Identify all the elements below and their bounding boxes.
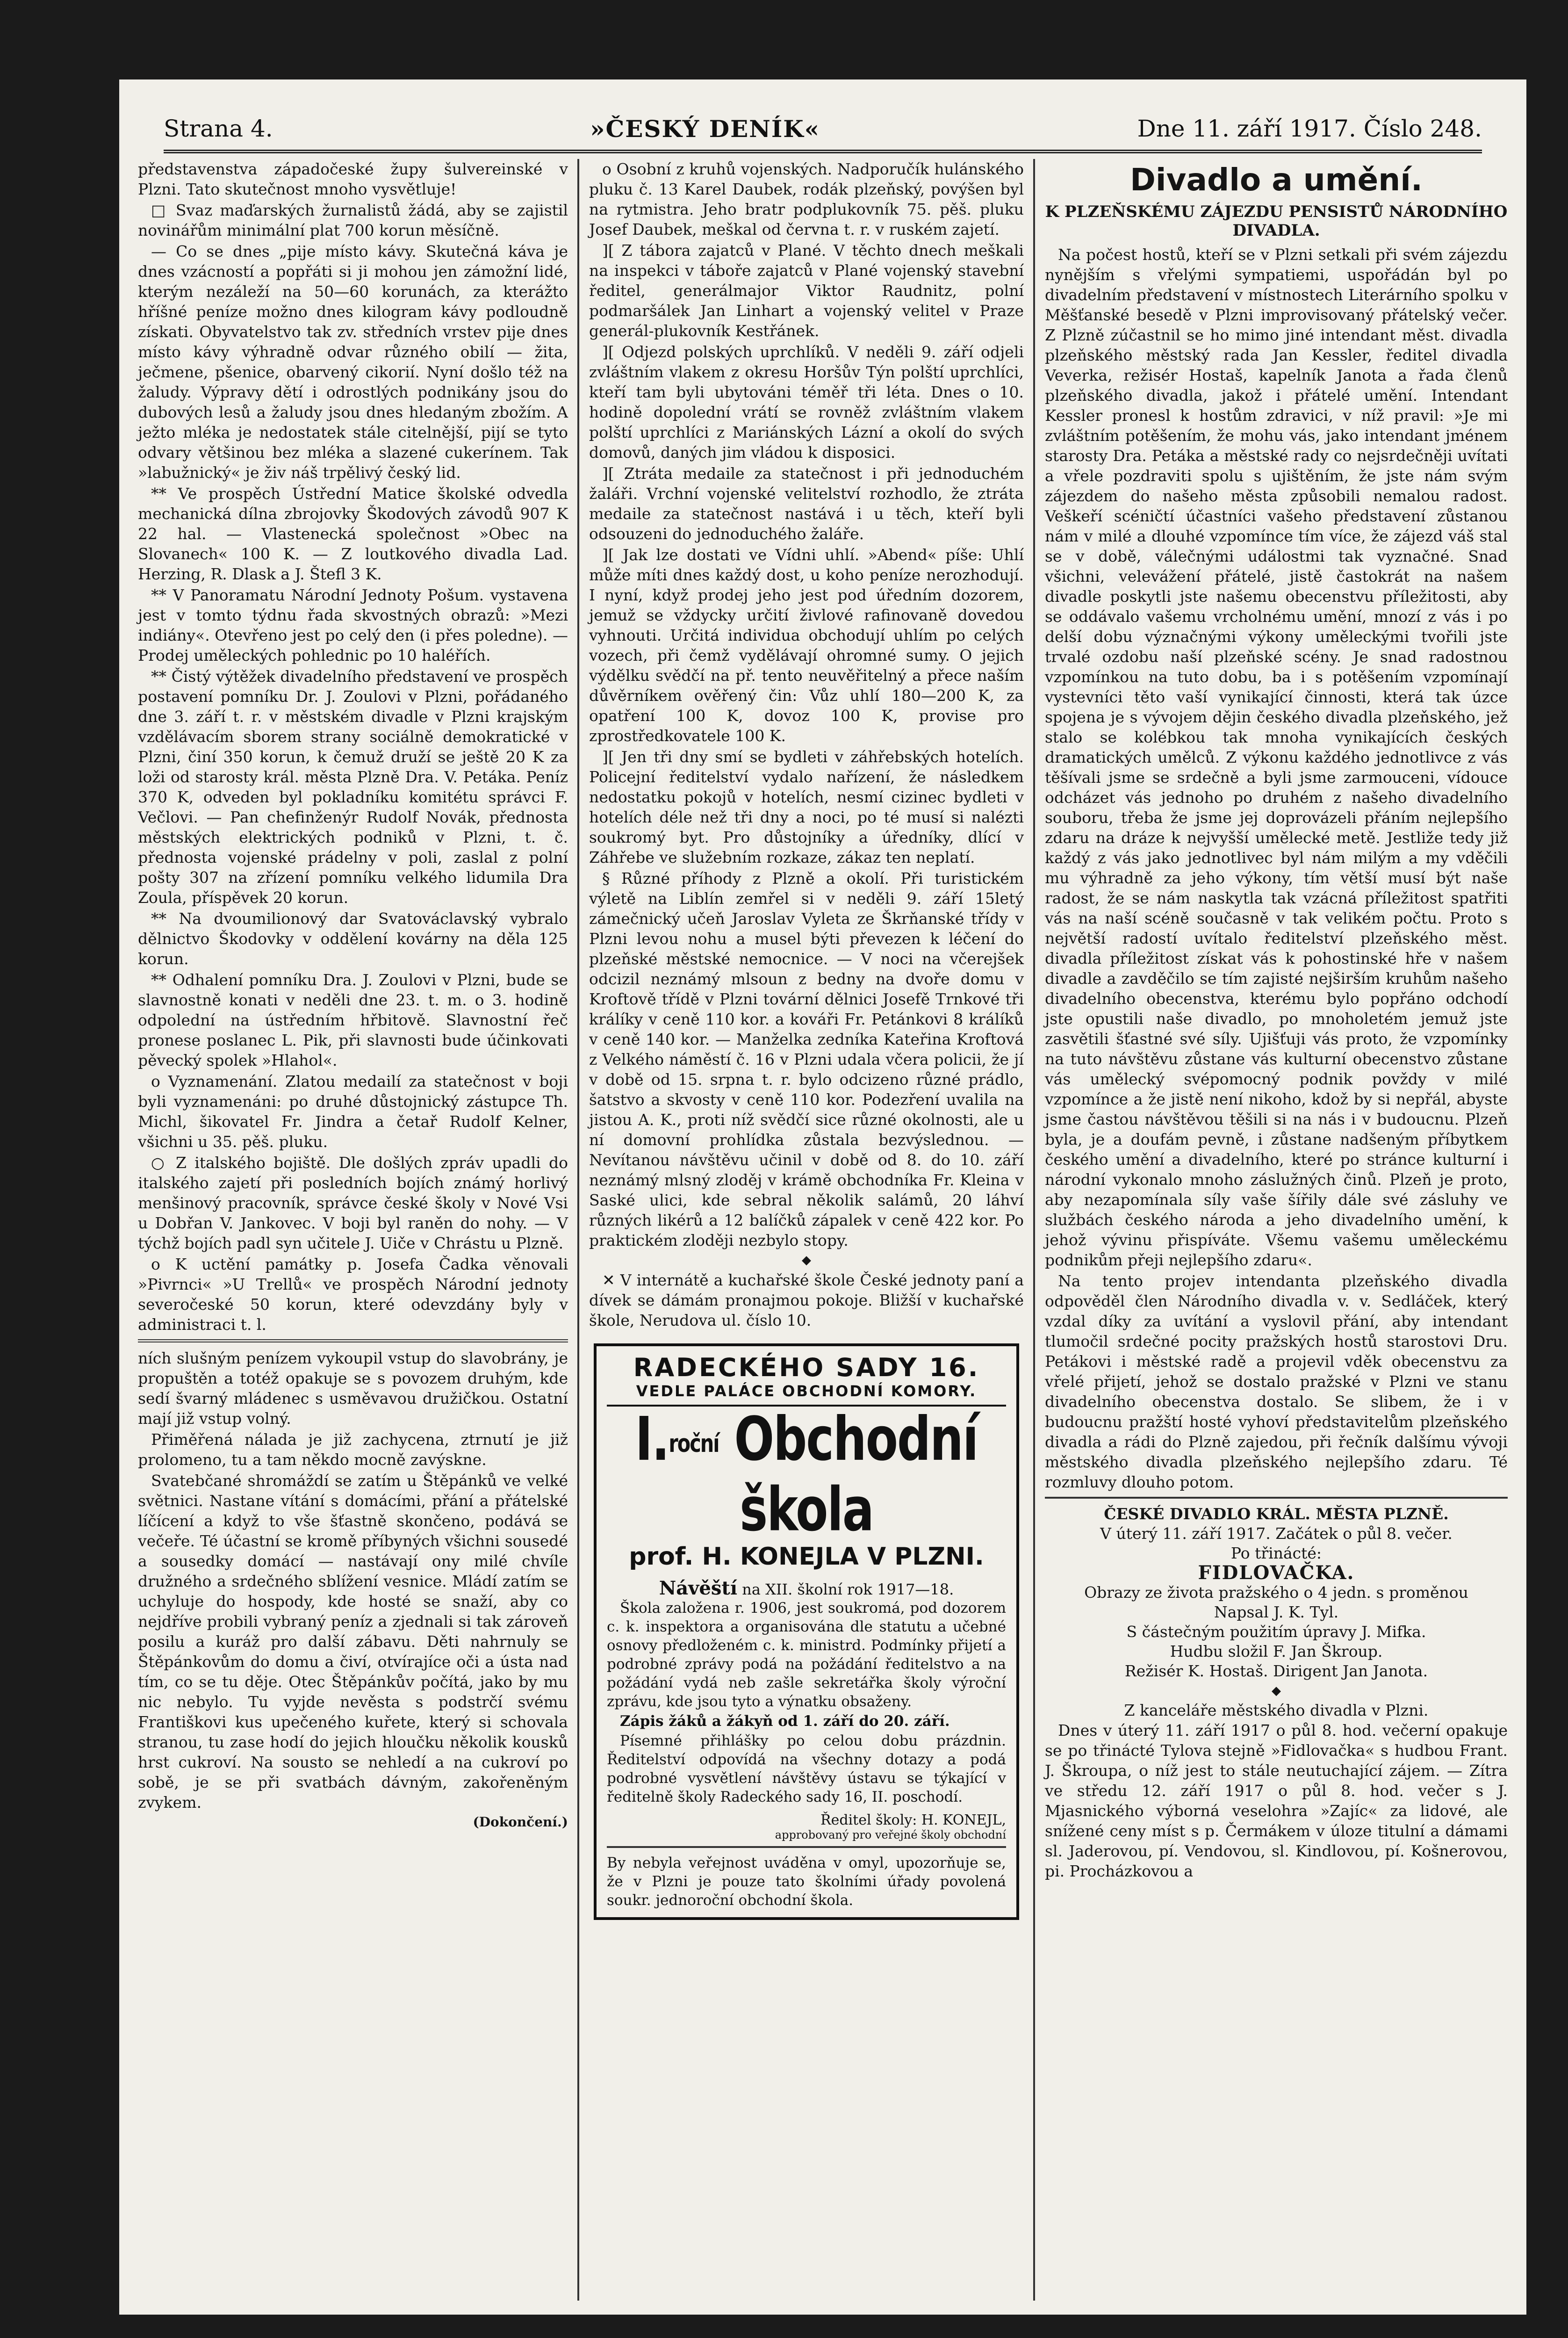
article-paragraph: o K uctění památky p. Josefa Čadka věnovali »Pivrnci« »U Trellů« ve prospěch Národní jednoty severočeské 50 korun, které odevzdány byly v administraci t. l. xyxy=(138,1255,568,1334)
play-credit: Hudbu složil F. Jan Škroup. xyxy=(1170,1642,1383,1660)
ad-signature-note: approbovaný pro veřejné školy obchodní xyxy=(775,1828,1006,1842)
diamond-ornament: ◆ xyxy=(802,1253,811,1267)
article-paragraph: představenstva západočeské župy šulvereinské v Plzni. Tato skutečnost mnoho vysvětluje! xyxy=(138,160,568,198)
article-paragraph: ** Ve prospěch Ústřední Matice školské odvedla mechanická dílna zbrojovky Škodových závodů 907 K 22 hal. — Vlastenecká společnost »Obec na Slovanech« 100 K. — Z loutkového divadla Lad. Herzing, R. Dlask a J. Štefl 3 K. xyxy=(138,484,568,583)
article-paragraph: ** V Panoramatu Národní Jednoty Pošum. vystavena jest v tomto týdnu řada skvostných obrazů: »Mezi indiány«. Otevřeno jest po celý den (i přes poledne). — Prodej uměleckých pohlednic po 10 haléřích. xyxy=(138,586,568,664)
article-paragraph: § Různé příhody z Plzně a okolí. Při turistickém výletě na Liblín zemřel si v neděli 9. září 15letý zámečnický učeň Jaroslav Vyleta ze Škrňanské třídy v Plzni levou nohu a musel býti převezen k léčení do plzeňské městské nemocnice. — V noci na včerejšek odcizil neznámý mlsoun z bedny na dvoře domu v Kroftově třídě v Plzni tovární dělnici Josefě Trnkové tři králíky v ceně 110 kor. a kováři Fr. Petánkovi 8 králíků v ceně 140 kor. — Manželka zedníka Kateřina Kroftová z Velkého náměstí č. 16 v Plzni udala včera policii, že jí v době od 15. srpna t. r. bylo odcizeno různé prádlo, šatstvo a skvosty v ceně 110 kor. Podezření uvalila na jistou A. K., proti níž svědčí sice různé okolnosti, ale u ní domovní prohlídka zůstala bezvýslednou. — Nevítanou návštěvu učinil v době od 8. do 10. září neznámý mlsný zloděj v krámě obchodníka Fr. Kleina v Saské ulici, kde sebral několik salámů, 20 láhví různých likérů a 12 balíčků zápalek v ceně 422 kor. Po praktickém zloději nezbylo stopy. xyxy=(589,869,1024,1249)
article-paragraph: o Osobní z kruhů vojenských. Nadporučík hulánského pluku č. 13 Karel Daubek, rodák plzeňský, povýšen byl na rytmistra. Jeho bratr podplukovník 75. pěš. pluku Josef Daubek, meškal od června t. r. v ruském zajetí. xyxy=(589,160,1024,238)
ad-footer: By nebyla veřejnost uváděna v omyl, upozorňuje se, že v Plzni je pouze tato školními úřady povolená soukr. jednoroční obchodní škola. xyxy=(607,1855,1006,1909)
continuation-note: (Dokončení.) xyxy=(473,1814,568,1830)
ad-lead-rest: na XII. školní rok 1917—18. xyxy=(742,1580,954,1599)
performance-number: Po třinácté: xyxy=(1230,1544,1322,1562)
article-paragraph: ○ Z italského bojiště. Dle došlých zpráv upadli do italského zajetí při posledních bojích známý horlivý menšinový pracovník, správce české školy v Nové Vsi u Dobřan V. Jankovec. V boji byl raněn do nohy. — V týchž bojích padl syn učitele J. Uiče v Chrástu u Plzně. xyxy=(138,1154,568,1252)
school-advertisement xyxy=(594,1343,1019,1920)
ad-address: RADECKÉHO SADY 16. xyxy=(633,1353,980,1382)
article-paragraph: o Vyznamenání. Zlatou medailí za statečnost v boji byli vyznamenáni: po druhé důstojnický zástupce Th. Michl, šikovatel Fr. Jindra a četař Rudolf Kelner, všichni u 35. pěš. pluku. xyxy=(138,1072,568,1151)
newspaper-title: »ČESKÝ DENÍK« xyxy=(590,115,820,143)
newspaper-page xyxy=(119,79,1526,2315)
theatre-name: ČESKÉ DIVADLO KRÁL. MĚSTA PLZNĚ. xyxy=(1104,1505,1449,1523)
section-divider xyxy=(1045,1497,1508,1499)
article-paragraph: ][ Z tábora zajatců v Plané. V těchto dnech meškali na inspekci v táboře zajatců v Plané vojenský stavební ředitel, generálmajor Viktor Raudnitz, polní podmaršálek Jan Linhart a vojenský velitel v Praze generál-plukovník Kestřánek. xyxy=(589,241,1024,340)
article-paragraph: ][ Odjezd polských uprchlíků. V neděli 9. září odjeli zvláštním vlakem z okresu Horšův Týn polští uprchlíci, kteří tam byli ubytováni téměř tři léta. Dnes o 10. hodině dopolední vrátí se rovněž zvláštním vlakem polští uprchlíci z Mariánských Lázní a okolí do svých domovů, daných jim vládou k disposici. xyxy=(589,343,1024,462)
feuilleton-paragraph: Přiměřená nálada je již zachycena, ztrnutí je již prolomeno, tu a tam někdo mocně zavýskne. xyxy=(138,1430,568,1469)
ad-title xyxy=(607,1406,1006,1544)
page-header xyxy=(164,108,1482,153)
performance-time: V úterý 11. září 1917. Začátek o půl 8. večer. xyxy=(1100,1524,1453,1543)
column-1 xyxy=(138,159,568,2291)
article-paragraph: ✕ V internátě a kuchařské škole České jednoty paní a dívek se dámám pronajmou pokoje. Bližší v kuchařské škole, Nerudova ul. číslo 10. xyxy=(589,1271,1024,1329)
ad-body xyxy=(607,1579,1006,1806)
article-paragraph: ** Odhalení pomníku Dra. J. Zoulovi v Plzni, bude se slavnostně konati v neděli dne 23. t. m. o 3. hodině odpolední na ústředním hřbitově. Slavnostní řeč pronese poslanec L. Pik, při slavnosti bude účinkovati pěvecký spolek »Hlahol«. xyxy=(138,971,568,1069)
article-paragraph: ][ Jen tři dny smí se bydleti v záhřebských hotelích. Policejní ředitelství vydalo nařízení, že následkem nedostatku pokojů v hotelích, nesmí cizinec bydleti v hotelích déle než tři dny a noci, po té musí si nalézti soukromý byt. Pro důstojníky a úředníky, dlící v Záhřebe ve služebním rozkaze, zákaz ten neplatí. xyxy=(589,748,1024,866)
ad-title-prefix: I. xyxy=(635,1404,669,1474)
ad-subaddress: VEDLE PALÁCE OBCHODNÍ KOMORY. xyxy=(607,1382,1006,1407)
section-divider xyxy=(138,1339,568,1342)
article-paragraph: □ Svaz maďarských žurnalistů žádá, aby se zajistil novinářům minimální plat 700 korun měsíčně. xyxy=(138,201,568,239)
office-title: Z kanceláře městského divadla v Plzni. xyxy=(1124,1701,1429,1719)
column-3 xyxy=(1045,159,1508,2291)
ad-title-small: roční xyxy=(669,1429,719,1458)
article-paragraph: Na tento projev intendanta plzeňského divadla odpověděl člen Národního divadla v. v. Sedláček, který vzdal díky za uvítání a vyslovil přání, aby intendant tlumočil srdečné pocity pražských hostů starostovi Dru. Petákovi i městské radě a projevil vděk obecenstvu za vřelé přijetí, jehož se dostalo pražské v Plzni ve stanu divadelního obecenstva dostalo. Se slibem, že i v budoucnu pražští hosté vyhoví představitelům plzeňského divadla a rádi do Plzně zajedou, při řečník dalšímu vývoji městského divadla plzeňského nejlepšího zdaru. Té rozmluvy dlouho potom. xyxy=(1045,1272,1508,1491)
office-paragraph: Dnes v úterý 11. září 1917 o půl 8. hod. večerní opakuje se po třinácté Tylova stejně »Fidlovačka« s hudbou Frant. J. Škroupa, o níž jest to stále neutuchající zájem. — Zítra ve středu 12. září 1917 o půl 8. hod. večer s J. Mjasnického výborná veselohra »Zajíc« za lidové, ale snížené ceny míst s p. Čermákem v úloze titulní a dámami sl. Jaderovou, pí. Vendovou, sl. Kindlovou, pí. Košnerovou, pi. Procházkovou a xyxy=(1045,1721,1508,1880)
article-paragraph: ** Na dvoumilionový dar Svatováclavský vybralo dělnictvo Škodovky v oddělení kovárny na děla 125 korun. xyxy=(138,909,568,968)
play-credit: Režisér K. Hostaš. Dirigent Jan Janota. xyxy=(1124,1662,1428,1680)
ad-owner: prof. H. KONEJLA V PLZNI. xyxy=(629,1543,984,1571)
article-paragraph: ][ Ztráta medaile za statečnost i při jednoduchém žaláři. Vrchní vojenské velitelství rozhodlo, že ztráta medaile za statečnost nastává i u těch, kteří byli odsouzeni do jednoduchého žaláře. xyxy=(589,464,1024,543)
ad-paragraph: Škola založena r. 1906, jest soukromá, pod dozorem c. k. inspektora a organisována dle statutu a učebné osnovy předloženém c. k. ministrd. Podmínky přijetí a podrobné zprávy podá na požádání ředitelstvo a na požádání vydá neb zašle sekretářka školy výroční zprávu, kde jsou tyto a výnatku obsaženy. xyxy=(607,1600,1006,1710)
page-number: Strana 4. xyxy=(164,115,273,142)
article-subtitle: K PLZEŇSKÉMU ZÁJEZDU PENSISTŮ NÁRODNÍHO DIVADLA. xyxy=(1045,202,1508,240)
ad-paragraph: Písemné přihlášky po celou dobu prázdnin. Ředitelství odpovídá na všechny dotazy a podá podrobné vysvětlení návštěvy ústavu se týkající v ředitelně školy Radeckého sady 16, II. poschodí. xyxy=(607,1732,1006,1806)
article-paragraph: ][ Jak lze dostati ve Vídni uhlí. »Abend« píše: Uhlí může míti dnes každý dost, u koho peníze nerozhodují. I nyní, když prodej jeho jest pod úředním dozorem, jemuž se vždycky určití živlové rafinovaně dovedou vyhnouti. Určitá individua obchodují uhlím po celých vozech, při čemž vydělávají ohromné sumy. O jejich výdělku svědčí na př. tento neuvěřitelný a přece naším důvěrníkem ověřený čin: Vůz uhlí 180—200 K, za opatření 100 K, dovoz 100 K, provise pro zprostředkovatele 100 K. xyxy=(589,546,1024,745)
feuilleton-paragraph: Svatebčané shromáždí se zatím u Štěpánků ve velké světnici. Nastane vítání s domácími, přání a přátelské líčícení a když to vše šťastně skončeno, podává se večeře. Té účastní se kromě příbyných všichni sousedé a sousedky domácí — nastávají ony milé chvíle družného a srdečného sblížení vesnice. Mládí zatím se uchyluje do hospody, kde hosté se snaží, aby co nejdříve probili vybraný peníz a zjednali si tak zároveň posilu a kuráž pro další zábavu. Děti nahrnuly se Štěpánkovům do domu a čiví, otvírajíce oči a ústa nad tím, co se tu děje. Otec Štěpánkův počítá, jako by mu nic nebylo. Tu vyjde nevěsta s podstrčí svému Františkovi kus upečeného kuřete, který si schovala stranou, tu zase hodí do jejich hloučku několik kousků hrst cukroví. Na sousto se nehledí a na cukroví po sobě, je se při svatbách dávným, zakořeněným zvykem. xyxy=(138,1472,568,1811)
article-paragraph: ** Čistý výtěžek divadelního představení ve prospěch postavení pomníku Dr. J. Zoulovi v Plzni, pořádaného dne 3. září t. r. v městském divadle v Plzni krajským vzdělávacím sborem strany sociálně demokratické v Plzni, činí 350 korun, k čemuž druží se ještě 20 K za loži od starosty král. města Plzně Dra. V. Petáka. Peníz 370 K, odveden byl pokladníku komitétu správci F. Večlovi. — Pan chefinženýr Rudolf Novák, přednosta městských elektrických podniků v Plzni, t. č. přednosta vojenské prádelny v poli, zaslal z polní pošty 307 na zřízení pomníku velkého lidumila Dra Zoula, příspěvek 20 korun. xyxy=(138,667,568,907)
diamond-ornament: ◆ xyxy=(1272,1684,1281,1698)
column-2 xyxy=(589,159,1024,2291)
column-divider xyxy=(577,159,579,2301)
article-paragraph: Na počest hostů, kteří se v Plzni setkali při svém zájezdu nynějším s vřelými sympatiemi, uspořádán byl po divadelním představení v místnostech Literárního spolku v Měšťanské besedě v Plzni improvisovaný přátelský večer. Z Plzně zúčastnil se ho mimo jiné intendant měst. divadla plzeňského městský rada Jan Kessler, ředitel divadla Veverka, režisér Hostaš, kapelník Janota a řada členů plzeňského divadla, jakož i přátelé umění. Intendant Kessler pronesl k hostům zdravici, v níž pravil: »Je mi zvláštním potěšením, že mohu vás, jako intendant jménem starosty Dra. Petáka a městské rady co nejsrdečněji uvítati a vřele pozdraviti spolu s ujištěním, že jste nám svým zájezdem do našeho města způsobili nemalou radost. Veškeří scéničtí účastníci vašeho představení zůstanou nám v milé a dlouhé vzpomínce tím více, že zájezd váš stal se v době, válečnými událostmi tak vyznačné. Snad všichni, velevážení přátelé, jistě častokrát na našem divadle poskytli jste našemu obecenstvu příležitosti, aby se oddávalo vašemu vrcholnému umění, mnozí z vás i po delší dobu význačnými výkony uměleckými tvořili jste trvalé ozdobu naší plzeňské scény. Je snad radostnou vzpomínkou na tuto dobu, ba i s potěšením vzpomínají vystevníci těto vaší vynikající činnosti, která tak úzce spojena je s vývojem dějin českého divadla plzeňského, jež stalo se kolébkou tak mnoha vynikajících českých dramatických umělců. Z výkonu každého jednotlivce z vás těšívali jsme se srdečně a byli jsme zarmouceni, vídouce odcházet vás jednoho po druhém z našeho divadelního souboru, třeba že jsme jej doprovázeli přáním nejlepšího zdaru na dráze k nejvyšší umělecké metě. Jestliže tedy již každý z vás jako jednotlivec byl nám milým a my vděčili mu výhradně za jeho výkony, tím větší musí být naše radost, že se nám naskytla tak vzácná příležitost spatřiti vás na naší scéně současně v tak velikém počtu. Proto s největší radostí uvítalo ředitelství plzeňského měst. divadla příležitost získat vás k pohostinské hře v našem divadle a zavděčilo se tím zajisté nejširším kruhům našeho divadelního obecenstva, kterému bylo popřáno odchodí jste opustili naše divadlo, po mnoholetém jemuž jste zasvětili šťastné své síly. Ujišťuji vás proto, že vzpomínky na tuto návštěvu zůstane vás kulturní obecenstvo zůstane vás umělecký svépomocný podnik povždy v milé vzpomínce a že jistě není nikoho, kdož by si nepřál, abyste jsme častou návštěvou těšili si na nás i v budoucnu. Plzeň byla, je a doufám pevně, i zůstane nadšeným příbytkem českého umění a divadelního, které po stránce kulturní i národní vykonalo mnoho záslužných činů. Plzeň je proto, aby nezapomínala síly vaše šířily dále své zásluhy ve službách českého národa a jeho divadelního umění, k jehož vývinu přispíváte. Všemu vašemu uměleckému podnikům přeji nejlepšího zdaru«. xyxy=(1045,245,1508,1269)
column-divider xyxy=(1033,159,1035,2301)
section-title: Divadlo a umění. xyxy=(1130,162,1423,198)
play-author: Napsal J. K. Tyl. xyxy=(1214,1603,1339,1621)
issue-date: Dne 11. září 1917. Číslo 248. xyxy=(1137,115,1482,142)
play-description: Obrazy ze života pražského o 4 jedn. s proměnou xyxy=(1084,1583,1468,1602)
play-title: FIDLOVAČKA. xyxy=(1198,1562,1355,1584)
ad-lead: Návěští xyxy=(659,1577,738,1600)
ad-title-main: Obchodní škola xyxy=(734,1404,978,1545)
ad-signature: Ředitel školy: H. KONEJL, xyxy=(820,1812,1006,1829)
play-credit: S částečným použitím úpravy J. Mifka. xyxy=(1126,1623,1426,1641)
ad-divider xyxy=(607,1846,1006,1848)
article-paragraph: — Co se dnes „pije místo kávy. Skutečná káva je dnes vzácností a popřáti si ji mohou jen zámožní lidé, kterým nezáleží na 50—60 korunách, za kterážto hříšné peníze možno dnes kilogram kávy podloudně získati. Obyvatelstvo tak zv. středních vrstev pije dnes místo kávy výhradně odvar různého obilí — žita, ječmene, pšenice, obarvený cikorií. Nyní došlo též na žaludy. Výpravy dětí i odrostlých podnikány jsou do dubových lesů a žaludy jsou dnes hledaným zbožím. A ježto mléka je nedostatek stále citelnější, pijí se tyto odvary většinou bez mléka a slazené cukerínem. Tak »labužnický« je živ náš trpělivý český lid. xyxy=(138,242,568,482)
feuilleton-paragraph: ních slušným penízem vykoupil vstup do slavobrány, je propuštěn a totéž opakuje se s povozem druhým, kde sedí švarný mládenec s usměvavou družičkou. Ostatní mají již vstup volný. xyxy=(138,1349,568,1428)
ad-enrollment: Zápis žáků a žákyň od 1. září do 20. září. xyxy=(620,1713,950,1730)
